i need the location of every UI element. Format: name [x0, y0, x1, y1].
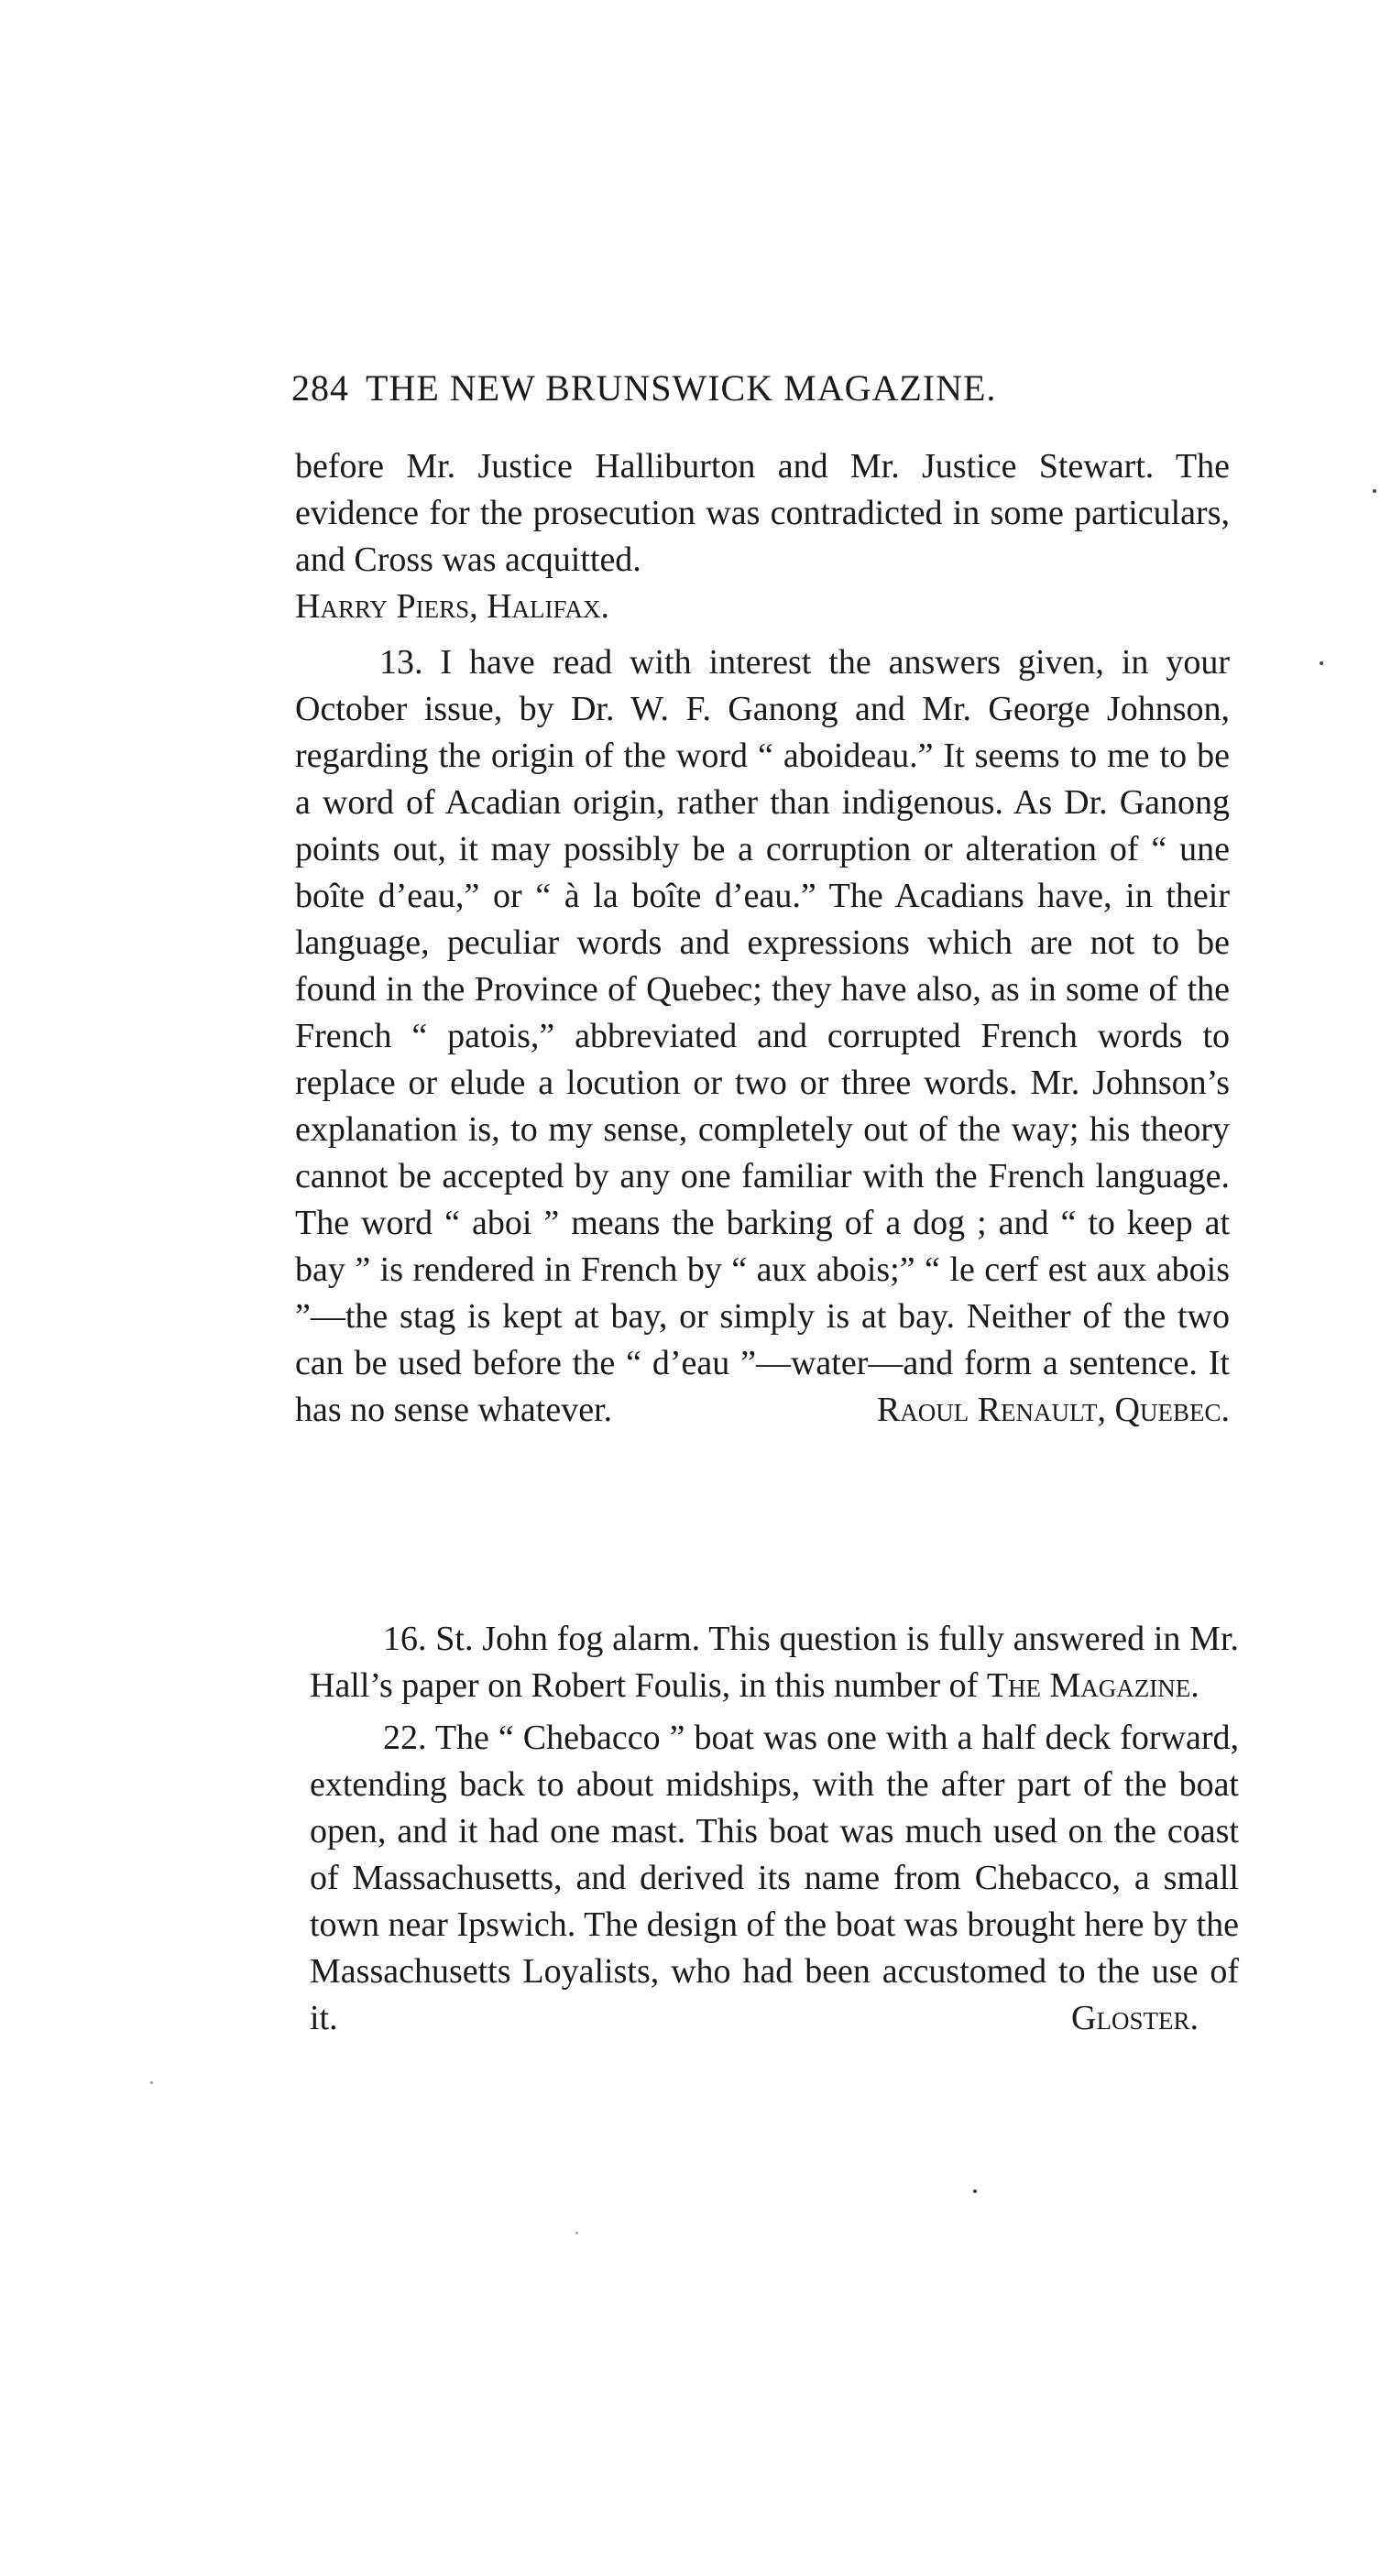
- entry-13-number: 13.: [379, 643, 423, 682]
- entry-22-text: The “ Chebacco ” boat was one with a half deck forward, extending back to about midships, with the after part of the boat open, and it had one mast. This boat was much used on the coast of Massachusetts, and derived its name from Chebacco, a small town near Ipswich. The design of the boat was brought here by the Massachusetts Loyalists, who had been accustomed to the use of it.: [310, 1719, 1239, 2037]
- paper-speck: [150, 2081, 153, 2084]
- entry-22-paragraph: [310, 1715, 1239, 2042]
- continuation-paragraph: before Mr. Justice Halliburton and Mr. Justice Stewart. The evidence for the prosecution was contradicted in some particulars, and Cross was acquitted.: [295, 447, 1230, 579]
- entry-16-paragraph: [310, 1616, 1239, 1709]
- entry-22-number: 22.: [383, 1719, 427, 1757]
- running-head: [291, 366, 1226, 409]
- entry-16-number: 16.: [383, 1620, 427, 1658]
- entry-16-magazine-name: The Magazine.: [986, 1666, 1199, 1705]
- paper-speck: [575, 2232, 578, 2234]
- entry-16-text: St. John fog alarm. This question is fully answered in Mr. Hall’s paper on Robert Foulis, in this number of: [310, 1620, 1239, 1705]
- paper-speck: [973, 2189, 977, 2193]
- signature-harry-piers: Harry Piers, Halifax.: [295, 587, 610, 626]
- paper-speck: [1320, 661, 1323, 665]
- signature-raoul-renault: Raoul Renault, Quebec.: [876, 1391, 1230, 1429]
- magazine-title: THE NEW BRUNSWICK MAGAZINE.: [366, 367, 997, 409]
- page-number: 284: [291, 367, 349, 409]
- upper-text-block: [295, 443, 1230, 1434]
- entry-13-text: I have read with interest the answers given, in your October issue, by Dr. W. F. Ganong and Mr. George Johnson, regarding the origin of the word “ aboideau.” It seems to me to be a word of Acadian origin, rather than indigenous. As Dr. Ganong points out, it may possibly be a corruption or alteration of “ une boîte d’eau,” or “ à la boîte d’eau.” The Acadians have, in their language, peculiar words and expressions which are not to be found in the Province of Quebec; they have also, as in some of the French “ patois,” abbreviated and corrupted French words to replace or elude a locution or two or three words. Mr. Johnson’s explanation is, to my sense, completely out of the way; his theory cannot be accepted by any one familiar with the French language. The word “ aboi ” means the barking of a dog ; and “ to keep at bay ” is rendered in French by “ aux abois;” “ le cerf est aux abois ”—the stag is kept at bay, or simply is at bay. Neither of the two can be used before the “ d’eau ”—water—and form a sentence. It has no sense whatever.: [295, 643, 1230, 1429]
- paper-speck: [1373, 489, 1376, 493]
- entry-13-paragraph: [295, 639, 1230, 1434]
- signature-gloster: Gloster.: [1071, 1999, 1199, 2037]
- lower-text-block: [310, 1616, 1239, 2042]
